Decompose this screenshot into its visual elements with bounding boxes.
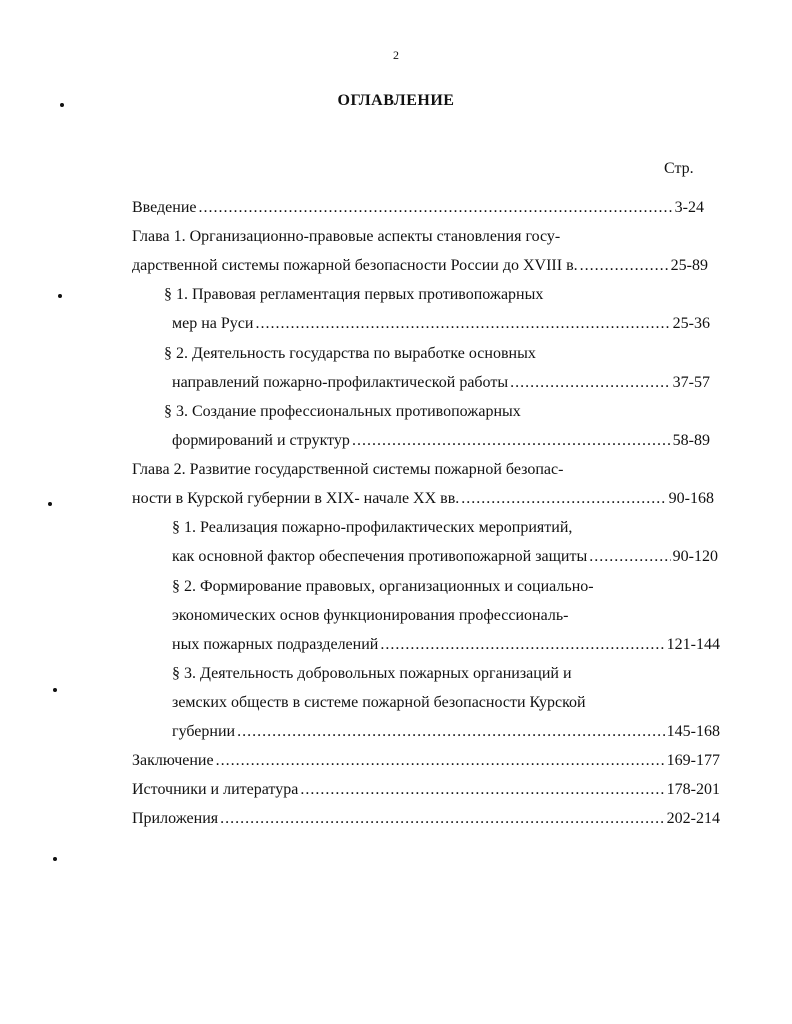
- toc-entry-text: формирований и структур: [172, 432, 350, 449]
- toc-entry-pages: 178-201: [666, 781, 720, 798]
- toc-entry-pages: 121-144: [666, 636, 720, 653]
- leader-dots: [352, 431, 671, 451]
- toc-entry-pages: 25-36: [672, 315, 710, 332]
- toc-chapter-2-line1: Глава 2. Развитие государственной системы пожарной безопас-: [132, 461, 564, 478]
- binder-hole-mark: [48, 502, 52, 506]
- toc-ch2-section1-line1: § 1. Реализация пожарно-профилактических мероприятий,: [172, 519, 573, 536]
- toc-ch2-section3-line1: § 3. Деятельность добровольных пожарных организаций и: [172, 665, 572, 682]
- toc-ch1-section1-line1: § 1. Правовая регламентация первых противопожарных: [164, 286, 544, 303]
- toc-entry-text: Введение: [132, 199, 197, 216]
- leader-dots: [461, 489, 666, 509]
- toc-entry-pages: 169-177: [666, 752, 720, 769]
- toc-entry-pages: 37-57: [672, 374, 710, 391]
- toc-chapter-1: [132, 256, 708, 276]
- toc-ch1-section1: [172, 314, 710, 334]
- leader-dots: [380, 635, 664, 655]
- binder-hole-mark: [60, 103, 64, 107]
- toc-entry-text: дарственной системы пожарной безопасности России до XVIII в.: [132, 257, 578, 274]
- toc-entry-text: как основной фактор обеспечения противопожарной защиты: [172, 548, 588, 565]
- pages-column-header: Стр.: [664, 160, 694, 177]
- page-title: ОГЛАВЛЕНИЕ: [337, 92, 455, 109]
- toc-entry-text: Заключение: [132, 752, 214, 769]
- toc-chapter-1-line1: Глава 1. Организационно-правовые аспекты становления госу-: [132, 228, 561, 245]
- toc-entry-text: направлений пожарно-профилактической работы: [172, 374, 509, 391]
- toc-ch2-section1: [172, 547, 718, 567]
- toc-ch1-section3-line1: § 3. Создание профессиональных противопожарных: [164, 403, 521, 420]
- toc-entry-pages: 90-120: [672, 548, 718, 565]
- toc-entry-pages: 202-214: [666, 810, 720, 827]
- leader-dots: [216, 751, 665, 771]
- toc-ch2-section3: [172, 722, 720, 742]
- toc-entry-intro: [132, 198, 704, 218]
- toc-ch1-section3: [172, 431, 710, 451]
- leader-dots: [589, 547, 670, 567]
- toc-entry-appendix: [132, 809, 720, 829]
- leader-dots: [510, 373, 671, 393]
- toc-chapter-2: [132, 489, 714, 509]
- toc-entry-conclusion: [132, 751, 720, 771]
- leader-dots: [220, 809, 665, 829]
- binder-hole-mark: [53, 688, 57, 692]
- toc-entry-pages: 145-168: [666, 723, 720, 740]
- toc-entry-pages: 25-89: [670, 257, 708, 274]
- toc-entry-text: мер на Руси: [172, 315, 254, 332]
- leader-dots: [580, 256, 669, 276]
- page-number: 2: [393, 48, 399, 62]
- toc-entry-text: губернии: [172, 723, 236, 740]
- leader-dots: [237, 722, 665, 742]
- toc-ch2-section3-line2: земских обществ в системе пожарной безопасности Курской: [172, 694, 586, 711]
- toc-entry-text: ных пожарных подразделений: [172, 636, 379, 653]
- toc-entry-pages: 58-89: [672, 432, 710, 449]
- leader-dots: [300, 780, 664, 800]
- leader-dots: [255, 314, 670, 334]
- toc-ch2-section2-line2: экономических основ функционирования профессиональ-: [172, 607, 569, 624]
- toc-ch1-section2-line1: § 2. Деятельность государства по выработке основных: [164, 345, 536, 362]
- toc-ch2-section2: [172, 635, 720, 655]
- toc-entry-text: ности в Курской губернии в XIX- начале XX вв.: [132, 490, 460, 507]
- toc-ch1-section2: [172, 373, 710, 393]
- toc-entry-sources: [132, 780, 720, 800]
- toc-entry-text: Источники и литература: [132, 781, 299, 798]
- toc-entry-pages: 3-24: [674, 199, 704, 216]
- binder-hole-mark: [58, 294, 62, 298]
- toc-entry-text: Приложения: [132, 810, 219, 827]
- binder-hole-mark: [53, 857, 57, 861]
- toc-ch2-section2-line1: § 2. Формирование правовых, организационных и социально-: [172, 578, 594, 595]
- toc-entry-pages: 90-168: [668, 490, 714, 507]
- leader-dots: [199, 198, 673, 218]
